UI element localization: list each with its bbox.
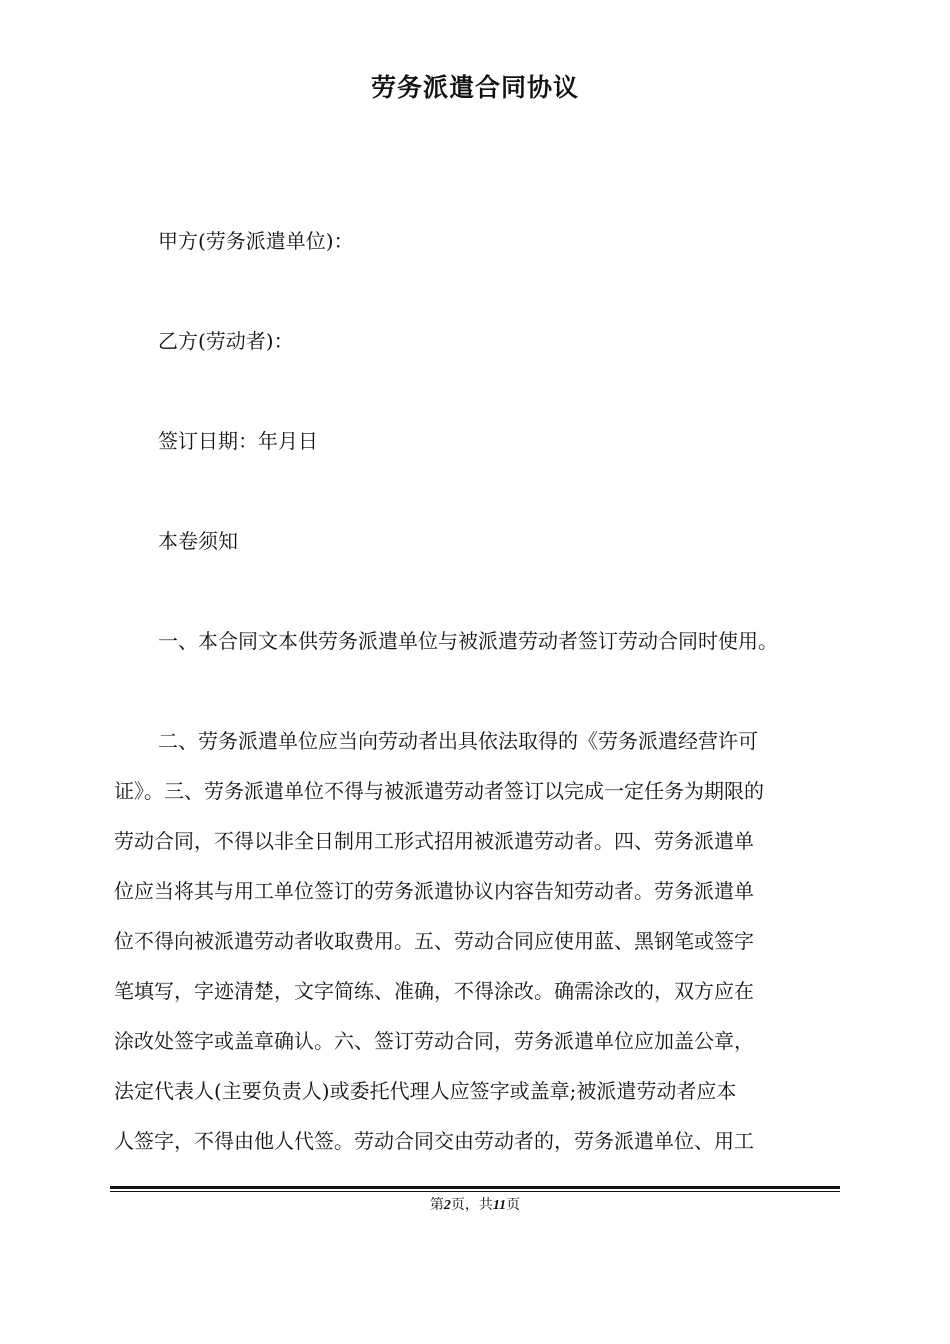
footer-prefix: 第 — [429, 1197, 444, 1213]
notice-item-1: 一、本合同文本供劳务派遣单位与被派遣劳动者签订劳动合同时使用。 — [158, 629, 778, 653]
body-line: 法定代表人(主要负责人)或委托代理人应签字或盖章;被派遣劳动者应本 — [114, 1079, 737, 1103]
total-page-number: 11 — [492, 1198, 507, 1213]
party-a-line: 甲方(劳务派遣单位)： — [158, 229, 354, 253]
document-title: 劳务派遣合同协议 — [370, 73, 579, 102]
footer-suffix: 页 — [506, 1197, 521, 1213]
sign-date-line: 签订日期：年月日 — [158, 429, 318, 453]
body-line: 位不得向被派遣劳动者收取费用。五、劳动合同应使用蓝、黑钢笔或签字 — [114, 929, 754, 953]
party-b-line: 乙方(劳动者)： — [158, 329, 294, 353]
current-page-number: 2 — [443, 1198, 451, 1213]
footer-divider-thin — [110, 1191, 840, 1192]
body-line: 二、劳务派遣单位应当向劳动者出具依法取得的《劳务派遣经营许可 — [158, 729, 758, 753]
footer-divider-thick — [110, 1186, 840, 1189]
body-line: 人签字，不得由他人代签。劳动合同交由劳动者的，劳务派遣单位、用工 — [114, 1129, 754, 1153]
body-line: 涂改处签字或盖章确认。六、签订劳动合同，劳务派遣单位应加盖公章， — [114, 1029, 754, 1053]
body-line: 证》。三、劳务派遣单位不得与被派遣劳动者签订以完成一定任务为期限的 — [114, 779, 764, 803]
notice-heading: 本卷须知 — [158, 529, 238, 553]
body-line: 笔填写，字迹清楚，文字简练、准确，不得涂改。确需涂改的，双方应在 — [114, 979, 754, 1003]
footer-middle: 页，共 — [450, 1197, 493, 1213]
notice-body-paragraph — [114, 716, 854, 1166]
page-footer — [0, 1194, 950, 1214]
body-line: 位应当将其与用工单位签订的劳务派遣协议内容告知劳动者。劳务派遣单 — [114, 879, 754, 903]
body-line: 劳动合同，不得以非全日制用工形式招用被派遣劳动者。四、劳务派遣单 — [114, 829, 754, 853]
